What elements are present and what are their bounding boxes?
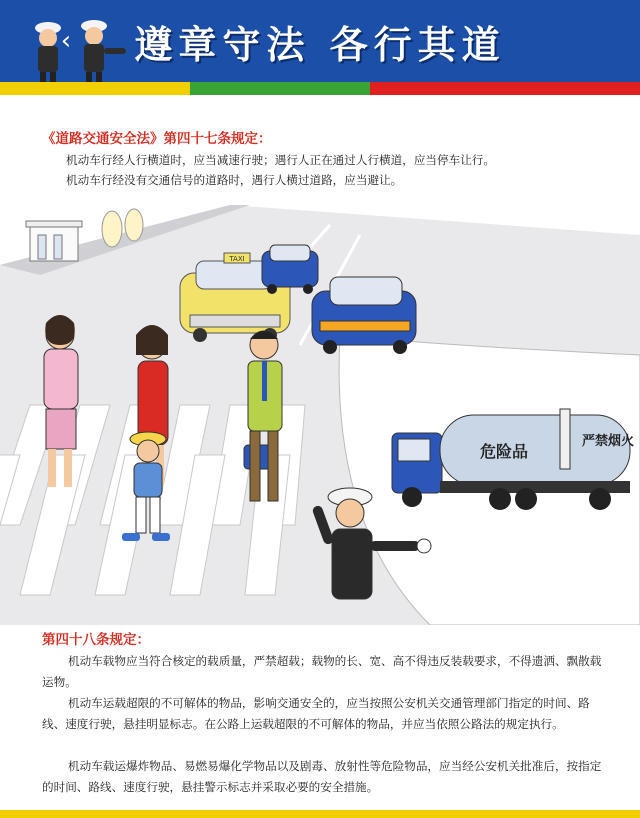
article-48-title: 第四十八条规定： [42,632,150,648]
article-48-para-1 [42,651,612,693]
chevron-left-icon: ‹ [60,26,72,56]
taxi-sign: TAXI [229,255,245,263]
blue-car-icon [262,245,318,294]
tanker-label-no-fire: 严禁烟火 [582,434,635,449]
header-banner [0,0,640,82]
article-47-para-2: 机动车行经没有交通信号的道路时，遇行人横过道路，应当避让。 [66,173,403,187]
color-stripe-red [370,82,640,95]
article-47-para-1: 机动车行经人行横道时，应当减速行驶；遇行人正在通过人行横道，应当停车让行。 [66,153,495,167]
crosswalk-illustration [0,195,640,625]
article-48-para-2 [42,693,612,735]
article-47-title: 《道路交通安全法》第四十七条规定： [42,131,272,147]
article-48-para-2-text: 机动车运载超限的不可解体的物品，影响交通安全的，应当按照公安机关交通管理部门指定的时间、路线、速度行驶，悬挂明显标志。在公路上运载超限的不可解体的物品，并应当依照公路法的规定执行。 [42,696,590,731]
article-48-para-1-text: 机动车载物应当符合核定的载质量，严禁超载；载物的长、宽、高不得违反装载要求，不得遗洒、飘散载运物。 [42,654,602,689]
color-stripe-yellow [0,82,190,95]
article-48-para-3-text: 机动车载运爆炸物品、易燃易爆化学物品以及剧毒、放射性等危险物品，应当经公安机关批准后，按指定的时间、路线、速度行驶，悬挂警示标志并采取必要的安全措施。 [42,759,602,794]
tanker-label-danger: 危险品 [480,442,529,461]
color-stripe-green [190,82,370,95]
article-48-para-3 [42,756,612,798]
building-icon [26,221,82,261]
page-title: 遵章守法 各行其道 [134,23,506,67]
footer-stripe [0,810,640,818]
